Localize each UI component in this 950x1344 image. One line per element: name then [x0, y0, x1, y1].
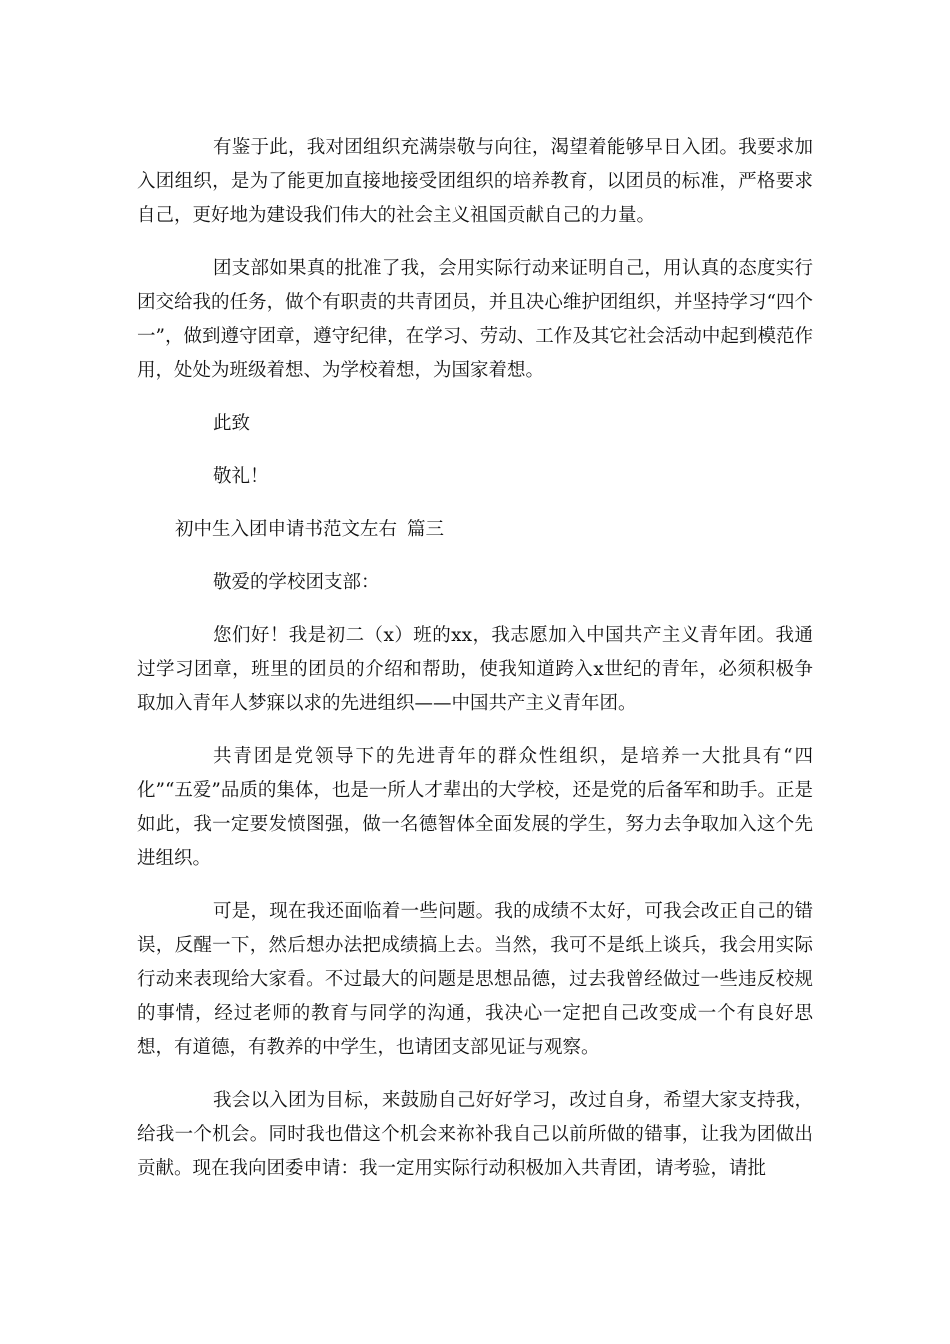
paragraph-1: 有鉴于此，我对团组织充满崇敬与向往，渴望着能够早日入团。我要求加入团组织，是为了能更加直接地接受团组织的培养教育，以团员的标准，严格要求自己，更好地为建设我们伟大的社会主义祖国贡献自己的力量。	[137, 137, 813, 226]
document-body	[137, 131, 813, 1205]
section-title: 初中生入团申请书范文左右	[175, 519, 398, 540]
paragraph-4: 共青团是党领导下的先进青年的群众性组织，是培养一大批具有“四化”“五爱”品质的集体，也是一所人才辈出的大学校，还是党的后备军和助手。正是如此，我一定要发愤图强，做一名德智体全面发展的学生，努力去争取加入这个先进组织。	[137, 746, 813, 869]
paragraph-2: 团支部如果真的批准了我，会用实际行动来证明自己，用认真的态度实行团交给我的任务，做个有职责的共青团员，并且决心维护团组织，并坚持学习“四个一”，做到遵守团章，遵守纪律，在学习、劳动、工作及其它社会活动中起到模范作用，处处为班级着想、为学校着想，为国家着想。	[137, 258, 813, 381]
paragraph-6: 我会以入团为目标，来鼓励自己好好学习，改过自身，希望大家支持我，给我一个机会。同时我也借这个机会来祢补我自己以前所做的错事，让我为团做出贡献。现在我向团委申请：我一定用实际行动积极加入共青团，请考验，请批	[137, 1090, 813, 1179]
section-label: 篇三	[407, 519, 445, 540]
paragraph-5: 可是，现在我还面临着一些问题。我的成绩不太好，可我会改正自己的错误，反醒一下，然后想办法把成绩搞上去。当然，我可不是纸上谈兵，我会用实际行动来表现给大家看。不过最大的问题是思想品德，过去我曾经做过一些违反校规的事情，经过老师的教育与同学的沟通，我决心一定把自己改变成一个有良好思想，有道德，有教养的中学生，也请团支部见证与观察。	[137, 901, 813, 1058]
paragraph-3: 您们好！我是初二（x）班的xx，我志愿加入中国共产主义青年团。我通过学习团章，班里的团员的介绍和帮助，使我知道跨入x世纪的青年，必须积极争取加入青年人梦寐以求的先进组织——中国共产主义青年团。	[137, 625, 813, 714]
closing-ci-zhi: 此致	[213, 413, 251, 434]
salutation: 敬爱的学校团支部：	[213, 572, 380, 593]
closing-jing-li: 敬礼！	[213, 466, 269, 487]
section-heading	[137, 513, 813, 547]
